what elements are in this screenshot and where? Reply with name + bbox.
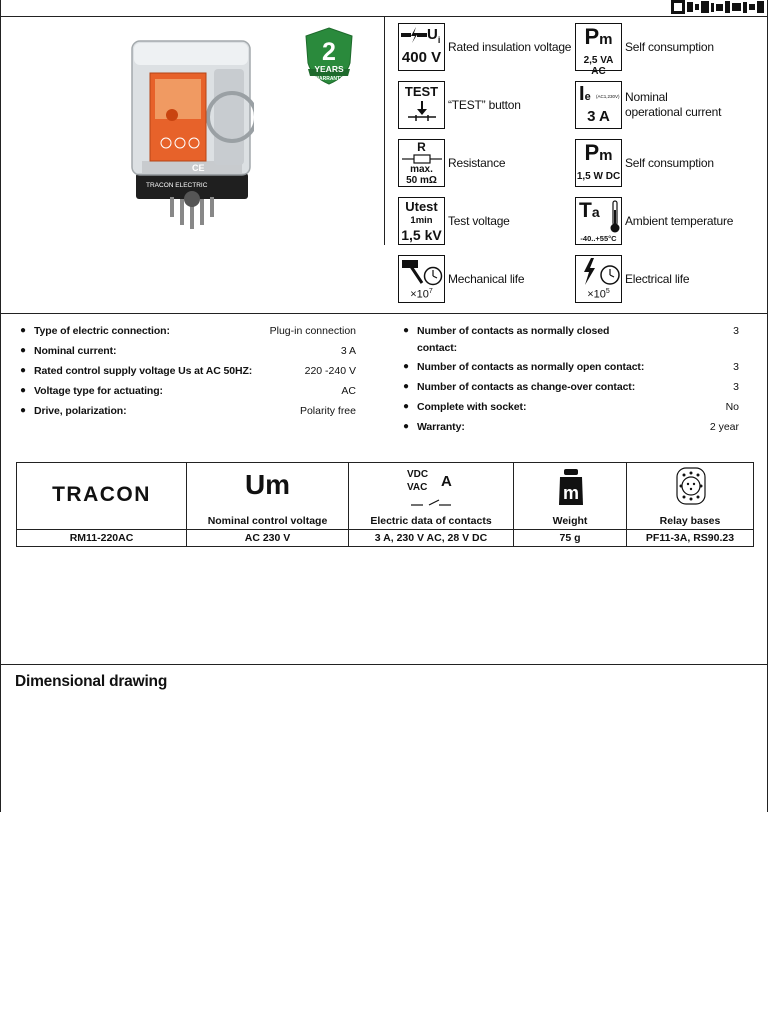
cell-product-code: RM11-220AC xyxy=(17,530,187,547)
spec-test-button xyxy=(398,81,521,129)
attribute-row: ● Nominal current: 3 A xyxy=(20,345,356,357)
cell-relay-bases: PF11-3A, RS90.23 xyxy=(627,530,754,547)
ambient-temperature-value: -40..+55°C xyxy=(580,234,617,243)
product-data-table xyxy=(16,462,754,547)
spec-label: Mechanical life xyxy=(448,271,525,286)
attribute-row: ● Drive, polarization: Polarity free xyxy=(20,405,356,417)
test-voltage-value: 1,5 kV xyxy=(401,227,442,243)
relay-socket-icon xyxy=(676,467,706,505)
column-divider xyxy=(384,17,385,245)
resistance-value: 50 mΩ xyxy=(406,175,437,186)
spec-label: Rated insulation voltage xyxy=(448,39,572,54)
header-electric-data: VDC VAC A Electric data of contacts xyxy=(349,463,514,530)
brand-cell xyxy=(17,463,187,530)
resistor-icon: R max. 50 mΩ xyxy=(398,139,445,187)
operational-current-icon: Ie (AC1,230V) 3 A xyxy=(575,81,622,129)
attribute-row: ● Warranty: 2 year xyxy=(403,421,739,433)
attribute-row: ● Number of contacts as normally open contact: 3 xyxy=(403,361,739,373)
header-nominal-control-voltage: Um Nominal control voltage xyxy=(187,463,349,530)
spec-operational-current xyxy=(575,81,725,129)
operational-current-value: 3 A xyxy=(587,108,610,125)
spec-electrical-life xyxy=(575,255,689,303)
cell-control-voltage: AC 230 V xyxy=(187,530,349,547)
spec-label: Self consumption xyxy=(625,155,714,170)
mechanical-life-value: $\times 10^7$ xyxy=(410,288,433,301)
spec-label: Self consumption xyxy=(625,39,714,54)
attribute-row: ● Number of contacts as normally closed contact: 3 xyxy=(403,325,739,354)
self-consumption-value: 1,5 W DC xyxy=(576,171,621,182)
table-header-row xyxy=(17,463,754,530)
power-consumption-icon: Pm 1,5 W DC xyxy=(575,139,622,187)
spec-insulation-voltage xyxy=(398,23,571,71)
spec-label: “TEST” button xyxy=(448,97,521,112)
spec-test-voltage xyxy=(398,197,510,245)
tracon-logo: TRACON xyxy=(52,483,151,506)
relay-product-image xyxy=(128,35,254,247)
spec-label: Test voltage xyxy=(448,213,510,228)
spec-resistance xyxy=(398,139,505,187)
table-row xyxy=(17,530,754,547)
test-voltage-icon: Utest 1min 1,5 kV xyxy=(398,197,445,245)
relay-brand-text: TRACON ELECTRIC xyxy=(146,182,208,189)
attributes-left xyxy=(20,325,356,425)
spec-label: Electrical life xyxy=(625,271,690,286)
warranty-years: 2 xyxy=(322,38,336,66)
section-divider xyxy=(0,664,768,665)
spec-label: Resistance xyxy=(448,155,506,170)
warranty-label: WARRANTY xyxy=(314,76,344,82)
contact-symbol-icon: VDC VAC A xyxy=(349,469,513,509)
spec-self-consumption-ac xyxy=(575,23,714,77)
section-title-dimensional-drawing: Dimensional drawing xyxy=(15,673,168,690)
attribute-row: ● Rated control supply voltage Us at AC 50HZ: 220 -240 V xyxy=(20,365,356,377)
power-consumption-icon: Pm 2,5 VA AC xyxy=(575,23,622,71)
attributes-right xyxy=(403,325,739,441)
electrical-life-value: $\times 10^5$ xyxy=(587,288,610,301)
cell-weight: 75 g xyxy=(514,530,627,547)
test-button-icon: TEST xyxy=(398,81,445,129)
spec-label: Nominal operational current xyxy=(625,90,722,119)
ce-mark: CE xyxy=(192,163,205,173)
attribute-row: ● Number of contacts as change-over contact: 3 xyxy=(403,381,739,393)
lightning-clock-icon xyxy=(575,255,622,303)
attribute-row: ● Complete with socket: No xyxy=(403,401,739,413)
spec-ambient-temperature xyxy=(575,197,733,245)
self-consumption-value: 2,5 VA AC xyxy=(583,55,614,77)
product-overview xyxy=(0,17,768,313)
header-weight: m Weight xyxy=(514,463,627,530)
qr-code-icon xyxy=(671,0,764,14)
attribute-row: ● Type of electric connection: Plug-in connection xyxy=(20,325,356,337)
spec-mechanical-life xyxy=(398,255,524,303)
spec-self-consumption-dc xyxy=(575,139,714,187)
cell-contact-data: 3 A, 230 V AC, 28 V DC xyxy=(349,530,514,547)
thermometer-icon: Ta -40..+55°C xyxy=(575,197,622,245)
um-symbol-icon: Um xyxy=(244,469,291,500)
insulation-voltage-value: 400 V xyxy=(401,49,442,66)
section-divider xyxy=(0,313,768,314)
header-relay-bases: Relay bases xyxy=(627,463,754,530)
insulation-voltage-icon: $U_i$ 400 V xyxy=(398,23,445,71)
warranty-years-label: YEARS xyxy=(314,64,344,74)
warranty-badge xyxy=(304,27,354,85)
weight-icon: m xyxy=(558,469,584,505)
attribute-row: ● Voltage type for actuating: AC xyxy=(20,385,356,397)
hammer-clock-icon xyxy=(398,255,445,303)
spec-label: Ambient temperature xyxy=(625,213,734,228)
